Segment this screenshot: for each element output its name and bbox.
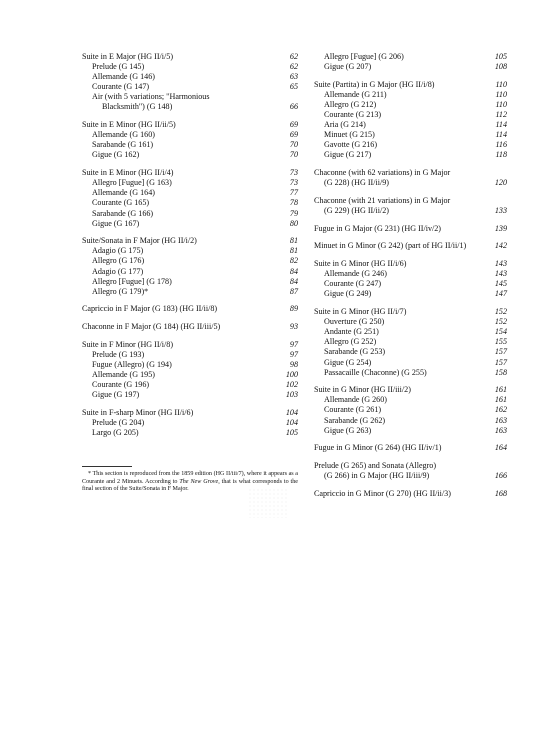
toc-page-number: 73 <box>289 168 298 178</box>
footnote-text-part1: * This section is reproduced from the 1859 edition (HG II/iii/7), where it appears as a Courante and 2 Minuets. According to <box>82 471 298 485</box>
toc-page-number: 100 <box>285 370 298 380</box>
toc-entry-title: Gigue (G 254) <box>324 357 372 367</box>
toc-entry-movement <box>314 52 507 62</box>
toc-page-number: 158 <box>494 367 507 377</box>
toc-entry-movement <box>82 140 298 150</box>
toc-entry-movement <box>314 405 507 415</box>
toc-page-number: 89 <box>289 304 298 314</box>
toc-entry-work <box>82 340 298 350</box>
toc-page-number: 97 <box>289 349 298 359</box>
toc-page-number: 112 <box>495 110 507 120</box>
toc-entry-title: (G 266) in G Major (HG II/iii/9) <box>324 471 430 481</box>
toc-group <box>314 80 507 161</box>
toc-entry-movement <box>314 426 507 436</box>
toc-entry-movement <box>314 140 507 150</box>
toc-entry-movement <box>314 279 507 289</box>
toc-entry-movement <box>82 418 298 428</box>
toc-group <box>82 304 298 314</box>
toc-group <box>82 340 298 401</box>
toc-entry-title: Fugue in G Major (G 231) (HG II/iv/2) <box>314 223 442 233</box>
toc-page-number: 81 <box>289 246 298 256</box>
toc-entry-movement <box>82 72 298 82</box>
toc-page-number: 116 <box>495 140 507 150</box>
toc-entry-title: Air (with 5 variations; "Harmonious <box>92 92 210 102</box>
toc-entry-title: Fugue (Allegro) (G 194) <box>92 360 172 369</box>
toc-entry-title: Gigue (G 167) <box>92 218 140 228</box>
toc-page-number: 133 <box>494 206 507 215</box>
toc-entry-title: Suite in G Minor (HG II/i/6) <box>314 259 407 269</box>
toc-entry-title: Allemande (G 164) <box>92 188 155 198</box>
toc-entry-movement <box>82 246 298 256</box>
toc-column-right <box>314 52 507 507</box>
toc-group <box>82 236 298 297</box>
toc-column-left <box>82 52 298 446</box>
toc-page-number: 120 <box>494 178 507 188</box>
toc-entry-movement <box>82 360 298 370</box>
toc-entry-title: Capriccio in F Major (G 183) (HG II/ii/8) <box>82 304 218 314</box>
toc-entry-title: Suite in E Major (HG II/i/5) <box>82 52 174 61</box>
toc-page-number: 147 <box>494 289 507 299</box>
toc-page-number: 80 <box>289 218 298 228</box>
toc-entry-movement <box>82 209 298 219</box>
toc-entry-work <box>314 196 507 206</box>
toc-group <box>82 408 298 438</box>
toc-entry-title: Capriccio in G Minor (G 270) (HG II/ii/3) <box>314 488 451 498</box>
footnote-rule <box>82 466 132 467</box>
toc-entry-title: Chaconne (with 21 variations) in G Major <box>314 195 451 205</box>
toc-entry-title: Courante (G 247) <box>324 279 382 289</box>
toc-page-number: 73 <box>289 178 298 188</box>
toc-page-number: 152 <box>494 307 507 317</box>
toc-group <box>314 241 507 251</box>
toc-group <box>314 259 507 299</box>
toc-page-number: 97 <box>289 339 298 349</box>
toc-page-number: 70 <box>289 140 298 150</box>
toc-page-number: 163 <box>494 415 507 425</box>
toc-group <box>314 196 507 216</box>
toc-entry-work <box>314 443 507 453</box>
toc-entry-title: Courante (G 261) <box>324 405 382 415</box>
toc-entry-work <box>314 168 507 178</box>
toc-group <box>314 443 507 453</box>
toc-entry-title: Prelude (G 145) <box>92 62 145 72</box>
toc-group <box>314 385 507 435</box>
toc-page-number: 139 <box>494 223 507 233</box>
toc-entry-title: Adagio (G 177) <box>92 266 144 276</box>
toc-entry-title: Passacaille (Chaconne) (G 255) <box>324 367 427 377</box>
toc-entry-movement <box>82 62 298 72</box>
toc-entry-movement <box>82 150 298 160</box>
toc-page-number: 103 <box>285 390 298 400</box>
toc-page-number: 81 <box>289 236 298 246</box>
toc-entry-title: (G 228) (HG II/ii/9) <box>324 178 389 188</box>
toc-entry-title: Andante (G 251) <box>324 327 379 337</box>
footnote-book-title: The New Grove <box>179 478 219 485</box>
bleed-through-marks <box>248 488 288 518</box>
toc-page-number: 104 <box>285 407 298 417</box>
toc-page-number: 166 <box>494 471 507 481</box>
toc-page-number: 87 <box>289 286 298 296</box>
toc-entry-title: Allegro [Fugue] (G 178) <box>92 276 172 286</box>
toc-entry-title: Suite in G Minor (HG II/i/7) <box>314 307 407 317</box>
toc-entry-work <box>82 168 298 178</box>
toc-entry-title: Allegro (G 252) <box>324 337 377 347</box>
toc-entry-title: Sarabande (G 166) <box>92 208 154 218</box>
toc-page-number: 93 <box>289 322 298 332</box>
toc-group <box>314 168 507 188</box>
toc-page-number: 157 <box>494 357 507 367</box>
toc-entry-movement <box>82 198 298 208</box>
toc-entry-movement <box>314 395 507 405</box>
toc-entry-movement <box>314 100 507 110</box>
toc-entry-title: Sarabande (G 253) <box>324 347 386 357</box>
toc-entry-work <box>314 307 507 317</box>
toc-entry-title: Allegro [Fugue] (G 206) <box>324 52 404 61</box>
toc-entry-movement <box>314 178 507 188</box>
toc-page-number: 84 <box>289 276 298 286</box>
toc-page-number: 82 <box>289 256 298 266</box>
toc-page-number: 105 <box>494 52 507 61</box>
toc-entry-title: Courante (G 213) <box>324 110 382 120</box>
toc-page-number: 164 <box>494 443 507 453</box>
toc-entry-movement <box>314 269 507 279</box>
toc-page-number: 62 <box>289 62 298 72</box>
toc-page-number: 108 <box>494 62 507 72</box>
toc-entry-title: Gigue (G 207) <box>324 62 372 72</box>
toc-entry-work <box>314 241 507 251</box>
toc-entry-movement <box>82 350 298 360</box>
toc-group <box>314 224 507 234</box>
toc-page-number: 110 <box>495 89 507 99</box>
toc-entry-title: Prelude (G 265) and Sonata (Allegro) <box>314 461 437 471</box>
toc-entry-title: Largo (G 205) <box>92 428 139 438</box>
toc-group <box>82 322 298 332</box>
toc-entry-movement <box>314 62 507 72</box>
toc-entry-work <box>314 80 507 90</box>
toc-entry-movement <box>314 120 507 130</box>
toc-entry-work <box>82 236 298 246</box>
toc-entry-movement <box>314 206 507 216</box>
toc-page-number: 143 <box>494 259 507 269</box>
toc-entry-title: Allemande (G 260) <box>324 395 387 405</box>
toc-entry-title: (G 229) (HG II/ii/2) <box>324 206 389 215</box>
toc-entry-title: Gigue (G 263) <box>324 425 372 435</box>
toc-entry-title: Courante (G 165) <box>92 198 150 208</box>
toc-entry-title: Minuet in G Minor (G 242) (part of HG II/ii/1) <box>314 241 467 251</box>
toc-entry-title: Suite/Sonata in F Major (HG II/i/2) <box>82 236 197 246</box>
toc-entry-movement <box>82 380 298 390</box>
toc-entry-title: Suite in F Minor (HG II/i/8) <box>82 339 174 349</box>
toc-page-number: 145 <box>494 279 507 289</box>
toc-entry-title: Allemande (G 160) <box>92 130 155 140</box>
toc-entry-work <box>82 304 298 314</box>
toc-page-number: 62 <box>289 52 298 61</box>
toc-entry-work <box>82 322 298 332</box>
toc-entry-movement <box>82 82 298 92</box>
toc-page-number: 102 <box>285 380 298 390</box>
toc-page-number: 69 <box>289 120 298 130</box>
toc-page-number: 161 <box>494 385 507 395</box>
toc-entry-title: Gigue (G 217) <box>324 150 372 160</box>
toc-page-number: 114 <box>495 130 507 140</box>
toc-page-number: 118 <box>495 150 507 160</box>
toc-page-number: 168 <box>494 488 507 498</box>
toc-entry-title: Suite (Partita) in G Major (HG II/i/8) <box>314 79 435 89</box>
toc-page-number: 69 <box>289 130 298 140</box>
toc-entry-movement <box>82 92 298 102</box>
toc-entry-title: Allemande (G 246) <box>324 269 387 279</box>
toc-entry-movement <box>82 102 298 112</box>
toc-page-number: 154 <box>494 327 507 337</box>
toc-page-number: 142 <box>494 241 507 251</box>
toc-entry-title: Allegro (G 212) <box>324 99 377 109</box>
toc-page-number: 143 <box>494 269 507 279</box>
toc-page-number: 63 <box>289 72 298 82</box>
toc-page-number: 163 <box>494 425 507 435</box>
toc-group <box>314 52 507 72</box>
toc-entry-title: Suite in E Minor (HG II/ii/5) <box>82 120 176 130</box>
toc-entry-movement <box>82 178 298 188</box>
toc-entry-title: Sarabande (G 262) <box>324 415 386 425</box>
toc-entry-title: Adagio (G 175) <box>92 246 144 256</box>
toc-page-number: 152 <box>494 317 507 327</box>
toc-entry-movement <box>82 428 298 438</box>
toc-group <box>82 52 298 113</box>
toc-entry-title: Gigue (G 249) <box>324 289 372 299</box>
toc-entry-title: Gigue (G 162) <box>92 150 140 160</box>
toc-page-number: 78 <box>289 198 298 208</box>
toc-group <box>314 461 507 481</box>
toc-entry-movement <box>314 150 507 160</box>
toc-group <box>314 307 507 378</box>
toc-entry-title: Gavotte (G 216) <box>324 140 378 150</box>
toc-entry-title: Allegro (G 179)* <box>92 286 149 296</box>
toc-group <box>82 120 298 160</box>
toc-entry-movement <box>314 317 507 327</box>
toc-entry-title: Courante (G 147) <box>92 82 150 92</box>
toc-page-number: 110 <box>495 99 507 109</box>
toc-entry-title: Allemande (G 195) <box>92 370 155 380</box>
toc-entry-movement <box>314 368 507 378</box>
toc-entry-movement <box>314 347 507 357</box>
toc-entry-movement <box>82 256 298 266</box>
toc-page-number: 77 <box>289 188 298 198</box>
toc-entry-movement <box>314 289 507 299</box>
toc-entry-movement <box>82 277 298 287</box>
toc-entry-title: Chaconne in F Major (G 184) (HG II/iii/5) <box>82 322 221 332</box>
toc-entry-movement <box>314 471 507 481</box>
toc-entry-title: Allegro (G 176) <box>92 256 145 266</box>
toc-page-number: 104 <box>285 418 298 428</box>
toc-entry-title: Allemande (G 211) <box>324 89 387 99</box>
toc-page-number: 155 <box>494 337 507 347</box>
toc-entry-movement <box>314 90 507 100</box>
toc-entry-movement <box>82 130 298 140</box>
toc-entry-movement <box>82 390 298 400</box>
toc-page-number: 161 <box>494 395 507 405</box>
toc-entry-work <box>314 489 507 499</box>
toc-entry-title: Prelude (G 204) <box>92 418 145 428</box>
toc-entry-title: Allegro [Fugue] (G 163) <box>92 178 172 188</box>
toc-page-number: 105 <box>285 428 298 438</box>
toc-entry-movement <box>314 110 507 120</box>
toc-page-number: 70 <box>289 150 298 160</box>
toc-entry-title: Blacksmith") (G 148) <box>102 102 173 112</box>
toc-entry-work <box>82 120 298 130</box>
toc-entry-title: Allemande (G 146) <box>92 72 155 82</box>
toc-group <box>82 168 298 229</box>
toc-entry-work <box>82 52 298 62</box>
toc-entry-title: Suite in F-sharp Minor (HG II/i/6) <box>82 407 194 417</box>
toc-group <box>314 489 507 499</box>
toc-entry-title: Aria (G 214) <box>324 120 366 130</box>
toc-entry-title: Prelude (G 193) <box>92 349 145 359</box>
toc-entry-title: Chaconne (with 62 variations) in G Major <box>314 168 451 178</box>
toc-entry-title: Sarabande (G 161) <box>92 140 154 150</box>
toc-entry-work <box>314 259 507 269</box>
toc-page-number: 114 <box>495 120 507 130</box>
toc-page-number: 66 <box>289 102 298 112</box>
toc-entry-work <box>314 461 507 471</box>
toc-entry-movement <box>314 358 507 368</box>
toc-entry-movement <box>314 416 507 426</box>
toc-entry-title: Suite in E Minor (HG II/i/4) <box>82 168 174 178</box>
toc-page-number: 79 <box>289 208 298 218</box>
toc-entry-title: Ouverture (G 250) <box>324 317 385 327</box>
toc-entry-movement <box>314 327 507 337</box>
toc-entry-movement <box>314 130 507 140</box>
toc-entry-movement <box>82 267 298 277</box>
toc-page-number: 110 <box>495 79 507 89</box>
toc-entry-title: Minuet (G 215) <box>324 130 375 140</box>
footnote-text-part2: , that is what corresponds to the final section of the Suite/Sonata in F Major. <box>82 478 298 493</box>
toc-page-number: 98 <box>289 360 298 369</box>
toc-entry-work <box>314 385 507 395</box>
toc-entry-work <box>82 408 298 418</box>
toc-entry-title: Suite in G Minor (HG II/iii/2) <box>314 385 411 395</box>
toc-page-number: 65 <box>289 82 298 92</box>
toc-entry-title: Courante (G 196) <box>92 380 150 390</box>
toc-entry-movement <box>82 188 298 198</box>
toc-entry-work <box>314 224 507 234</box>
toc-entry-title: Gigue (G 197) <box>92 390 140 400</box>
toc-entry-movement <box>314 337 507 347</box>
toc-entry-title: Fugue in G Minor (G 264) (HG II/iv/1) <box>314 443 442 453</box>
toc-entry-movement <box>82 219 298 229</box>
toc-page-number: 157 <box>494 347 507 357</box>
toc-entry-movement <box>82 370 298 380</box>
toc-entry-movement <box>82 287 298 297</box>
toc-page-number: 162 <box>494 405 507 415</box>
toc-page-number: 84 <box>289 266 298 276</box>
